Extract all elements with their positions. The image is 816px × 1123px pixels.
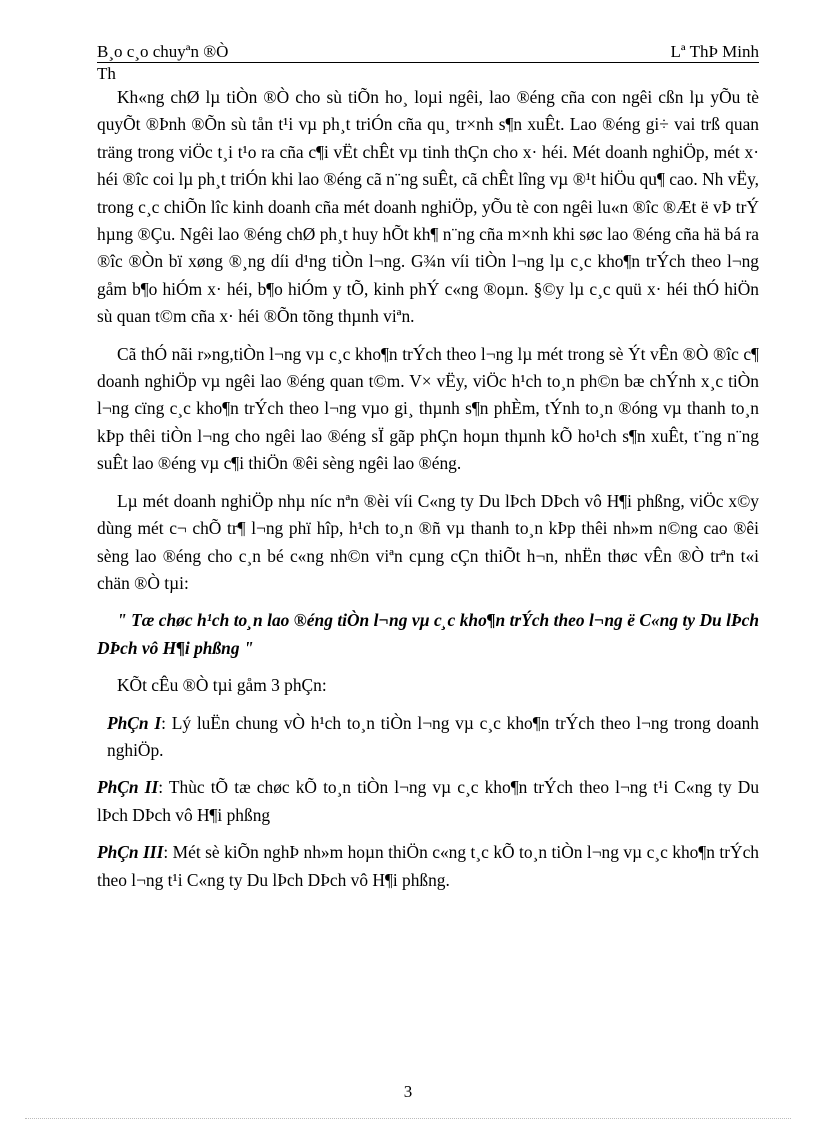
structure-intro: KÕt cÊu ®Ò tµi gåm 3 phÇn: (117, 675, 327, 696)
part-item (97, 710, 759, 765)
paragraph-importance: Cã thÓ nãi r»ng,tiÒn l¬ng vµ c¸c kho¶n trÝch theo l¬ng lµ mét trong sè Ýt vÊn ®Ò ®îc c¶ doanh nghiÖp vµ ngêi lao ®éng quan t©m. V× vËy, viÖc h¹ch to¸n ph©n bæ chÝnh x¸c tiÒn l¬ng cïng c¸c kho¶n trÝch theo l¬ng vµo gi¸ thµnh s¶n phÈm, tÝnh to¸n ®óng vµ thanh to¸n kÞp thêi tiÒn l¬ng cho ngêi lao ®éng sÏ gãp phÇn hoµn thµnh kÕ ho¹ch s¶n xuÊt, t¨ng n¨ng suÊt lao ®éng vµ c¶i thiÖn ®êi sèng ngêi lao ®éng. (97, 343, 759, 474)
footer-divider (25, 1118, 791, 1119)
part-item (97, 839, 759, 894)
part-text: : Thùc tÕ tæ chøc kÕ to¸n tiÒn l¬ng vµ c¸c kho¶n trÝch theo l¬ng t¹i C«ng ty Du lÞch DÞch vô H¶i phßng (97, 777, 760, 825)
header-author-continuation: Th (97, 64, 116, 83)
page-number: 3 (403, 1082, 413, 1101)
topic-title: " Tæ chøc h¹ch to¸n lao ®éng tiÒn l¬ng vµ c¸c kho¶n trÝch theo l¬ng ë C«ng ty Du lÞch DÞch vô H¶i phßng " (97, 610, 759, 658)
header-author: Lª ThÞ Minh (670, 42, 759, 61)
part-text: : Lý luËn chung vÒ h¹ch to¸n tiÒn l¬ng vµ c¸c kho¶n trÝch theo l¬ng trong doanh nghiÖp. (107, 712, 759, 760)
document-body (97, 84, 759, 894)
part-label: PhÇn III (97, 842, 164, 863)
part-item (97, 774, 759, 829)
header-report-title: B¸o c¸o chuyªn ®Ò (97, 42, 229, 61)
part-label: PhÇn I (107, 712, 162, 733)
paragraph-company: Lµ mét doanh nghiÖp nhµ níc nªn ®èi víi C«ng ty Du lÞch DÞch vô H¶i phßng, viÖc x©y dùng mét c¬ chÕ tr¶ l¬ng phï hîp, h¹ch to¸n ®ñ vµ thanh to¸n kÞp thêi nh»m n©ng cao ®êi sèng lao ®éng cho c¸n bé c«ng nh©n viªn cµng cÇn thiÕt h¬n, nhËn thøc vÊn ®Ò trªn t«i chän ®Ò tµi: (97, 490, 759, 593)
paragraph-intro: Kh«ng chØ lµ tiÒn ®Ò cho sù tiÕn ho¸ loµi ngêi, lao ®éng cña con ngêi cßn lµ yÕu tè quyÕt ®Þnh ®Õn sù tån t¹i vµ ph¸t triÓn cña qu¸ tr×nh s¶n xuÊt. Lao ®éng gi÷ vai trß quan träng trong viÖc t¸i t¹o ra cña c¶i vËt chÊt vµ tinh thÇn cho x· héi. Mét doanh nghiÖp, mét x· héi ®îc coi lµ ph¸t triÓn khi lao ®éng cã n¨ng suÊt, cã chÊt lîng vµ ®¹t hiÖu qu¶ cao. Nh vËy, trong c¸c chiÕn lîc kinh doanh cña mét doanh nghiÖp, yÕu tè con ngêi lu«n ®îc ®Æt ë vÞ trÝ hµng ®Çu. Ngêi lao ®éng chØ ph¸t huy hÕt kh¶ n¨ng cña m×nh khi søc lao ®éng cña hä bá ra ®îc ®Òn bï xøng ®¸ng díi d¹ng tiÒn l¬ng. G¾n víi tiÒn l¬ng lµ c¸c kho¶n trÝch theo l¬ng gåm b¶o hiÓm x· héi, b¶o hiÓm y tÕ, kinh phÝ c«ng ®oµn. §©y lµ c¸c quü x· héi thÓ hiÖn sù quan t©m cña x· héi ®Õn tõng thµnh viªn. (97, 87, 759, 327)
page-header (97, 40, 759, 63)
part-text: : Mét sè kiÕn nghÞ nh»m hoµn thiÖn c«ng t¸c kÕ to¸n tiÒn l¬ng vµ c¸c kho¶n trÝch theo l¬ng t¹i C«ng ty Du lÞch DÞch vô H¶i phßng. (97, 842, 759, 890)
part-label: PhÇn II (97, 777, 159, 798)
